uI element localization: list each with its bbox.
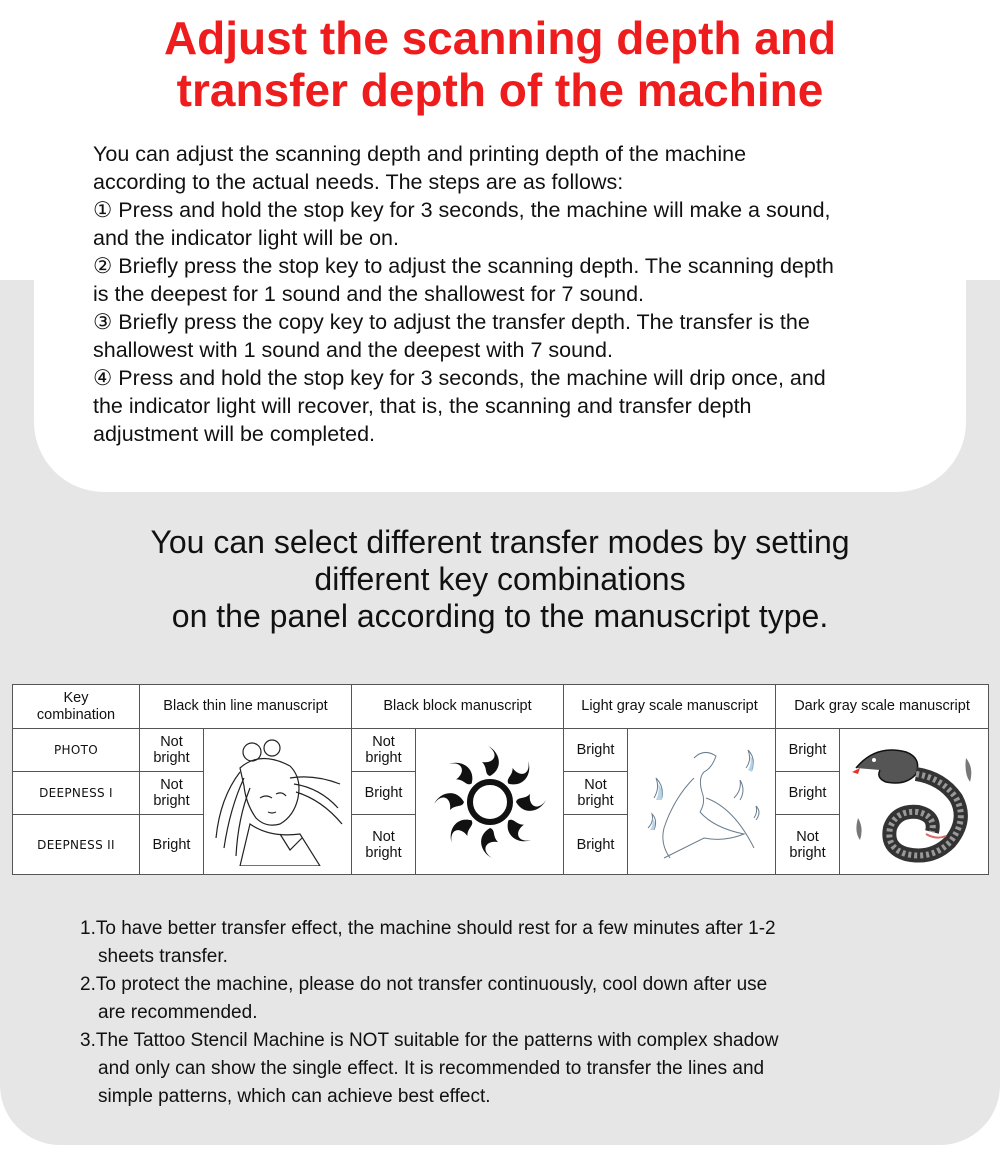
header-black-block: Black block manuscript xyxy=(352,685,564,729)
table-row xyxy=(13,729,989,772)
subtitle-line-2: different key combinations xyxy=(314,561,686,597)
key-deepness-1: DEEPNESS Ⅰ xyxy=(13,772,140,815)
cell-value: Bright xyxy=(564,729,628,772)
snake-tattoo-image xyxy=(840,729,989,875)
usage-notes xyxy=(80,915,940,1111)
cell-value: Not bright xyxy=(140,772,204,815)
cell-value: Bright xyxy=(564,815,628,875)
subtitle-line-3: on the panel according to the manuscript type. xyxy=(171,598,829,634)
modes-subtitle xyxy=(0,524,1000,635)
cell-value: Bright xyxy=(140,815,204,875)
step-4-line: adjustment will be completed. xyxy=(93,422,376,446)
note-item: 2.To protect the machine, please do not transfer continuously, cool down after use are recommended. xyxy=(80,974,768,1023)
anime-girl-sketch-icon xyxy=(210,738,346,866)
cell-value: Not bright xyxy=(352,729,416,772)
header-light-gray: Light gray scale manuscript xyxy=(564,685,776,729)
cell-value: Bright xyxy=(776,729,840,772)
intro-text xyxy=(93,140,963,448)
cell-value: Not bright xyxy=(352,815,416,875)
intro-line: You can adjust the scanning depth and printing depth of the machine xyxy=(93,142,747,166)
cell-value: Not bright xyxy=(140,729,204,772)
step-4-line: the indicator light will recover, that is, the scanning and transfer depth xyxy=(93,394,752,418)
table-header-row xyxy=(13,685,989,729)
title-line-1: Adjust the scanning depth and xyxy=(163,12,837,64)
step-4-line: ④ Press and hold the stop key for 3 seconds, the machine will drip once, and xyxy=(93,366,826,390)
phoenix-fox-sketch-image xyxy=(628,729,776,875)
step-2-line: is the deepest for 1 sound and the shallowest for 7 sound. xyxy=(93,282,645,306)
header-black-thin-line: Black thin line manuscript xyxy=(140,685,352,729)
step-3-line: ③ Briefly press the copy key to adjust the transfer depth. The transfer is the xyxy=(93,310,810,334)
header-dark-gray: Dark gray scale manuscript xyxy=(776,685,989,729)
step-1-line: and the indicator light will be on. xyxy=(93,226,399,250)
step-3-line: shallowest with 1 sound and the deepest with 7 sound. xyxy=(93,338,613,362)
key-photo: PHOTO xyxy=(13,729,140,772)
step-1-line: ① Press and hold the stop key for 3 seconds, the machine will make a sound, xyxy=(93,198,831,222)
cell-value: Bright xyxy=(352,772,416,815)
anime-girl-sketch-image xyxy=(204,729,352,875)
snake-tattoo-icon xyxy=(846,738,982,866)
page-title xyxy=(0,12,1000,116)
note-item: 1.To have better transfer effect, the machine should rest for a few minutes after 1-2 sheets transfer. xyxy=(80,918,776,967)
phoenix-fox-icon xyxy=(634,738,770,866)
step-2-line: ② Briefly press the stop key to adjust the scanning depth. The scanning depth xyxy=(93,254,834,278)
intro-line: according to the actual needs. The steps are as follows: xyxy=(93,170,624,194)
header-key-combination: Key combination xyxy=(13,685,140,729)
key-deepness-2: DEEPNESS ⅠⅠ xyxy=(13,815,140,875)
transfer-modes-table xyxy=(12,684,989,875)
note-item: 3.The Tattoo Stencil Machine is NOT suitable for the patterns with complex shadow and only can show the single effect. It is recommended to transfer the lines and simple patterns, which can achieve best effect. xyxy=(80,1030,779,1107)
subtitle-line-1: You can select different transfer modes by setting xyxy=(150,524,850,560)
tribal-sun-image xyxy=(416,729,564,875)
cell-value: Not bright xyxy=(564,772,628,815)
title-line-2: transfer depth of the machine xyxy=(176,64,824,116)
cell-value: Bright xyxy=(776,772,840,815)
tribal-sun-icon xyxy=(422,738,558,866)
cell-value: Not bright xyxy=(776,815,840,875)
